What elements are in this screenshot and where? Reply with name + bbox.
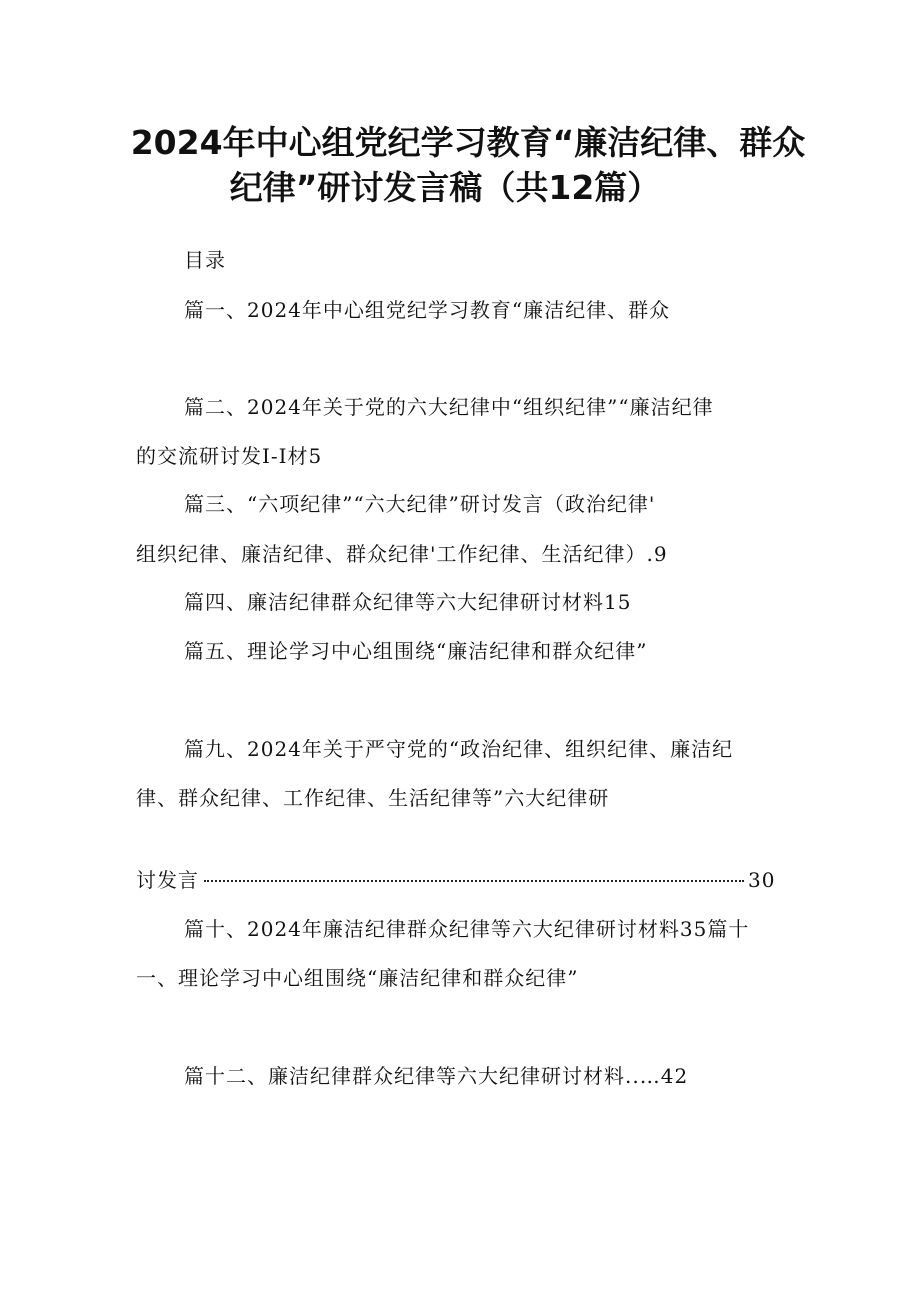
toc-entry: 篇五、理论学习中心组围绕“廉洁纪律和群众纪律” [184,639,648,663]
document-title-line-2: 纪律”研讨发言稿（共12篇） [229,168,661,207]
toc-entry: 一、理论学习中心组围绕“廉洁纪律和群众纪律” [136,966,579,990]
toc-entry: 讨发言 [136,868,199,892]
toc-entry: 篇二、2024年关于党的六大纪律中“组织纪律”“廉洁纪律 [184,395,714,419]
toc-entry: 组织纪律、廉洁纪律、群众纪律'工作纪律、生活纪律）.9 [136,542,668,566]
toc-entry: 篇十、2024年廉洁纪律群众纪律等六大纪律研讨材料35篇十 [184,917,750,941]
document-title-line-1: 2024年中心组党纪学习教育“廉洁纪律、群众 [130,123,806,162]
toc-entry: 的交流研讨发I-I材5 [136,444,323,468]
toc-entry: 律、群众纪律、工作纪律、生活纪律等”六大纪律研 [136,786,610,810]
toc-leader-dots [204,880,744,882]
toc-entry: 篇一、2024年中心组党纪学习教育“廉洁纪律、群众 [184,298,671,322]
toc-entry: 篇十二、廉洁纪律群众纪律等六大纪律研讨材料..…42 [184,1064,689,1088]
toc-entry: 篇四、廉洁纪律群众纪律等六大纪律研讨材料15 [184,590,632,614]
toc-entry: 篇三、“六项纪律”“六大纪律”研讨发言（政治纪律' [184,492,656,516]
toc-page-number: 30 [748,868,776,892]
toc-entry: 篇九、2024年关于严守党的“政治纪律、组织纪律、廉洁纪 [184,737,734,761]
toc-heading: 目录 [184,248,226,272]
